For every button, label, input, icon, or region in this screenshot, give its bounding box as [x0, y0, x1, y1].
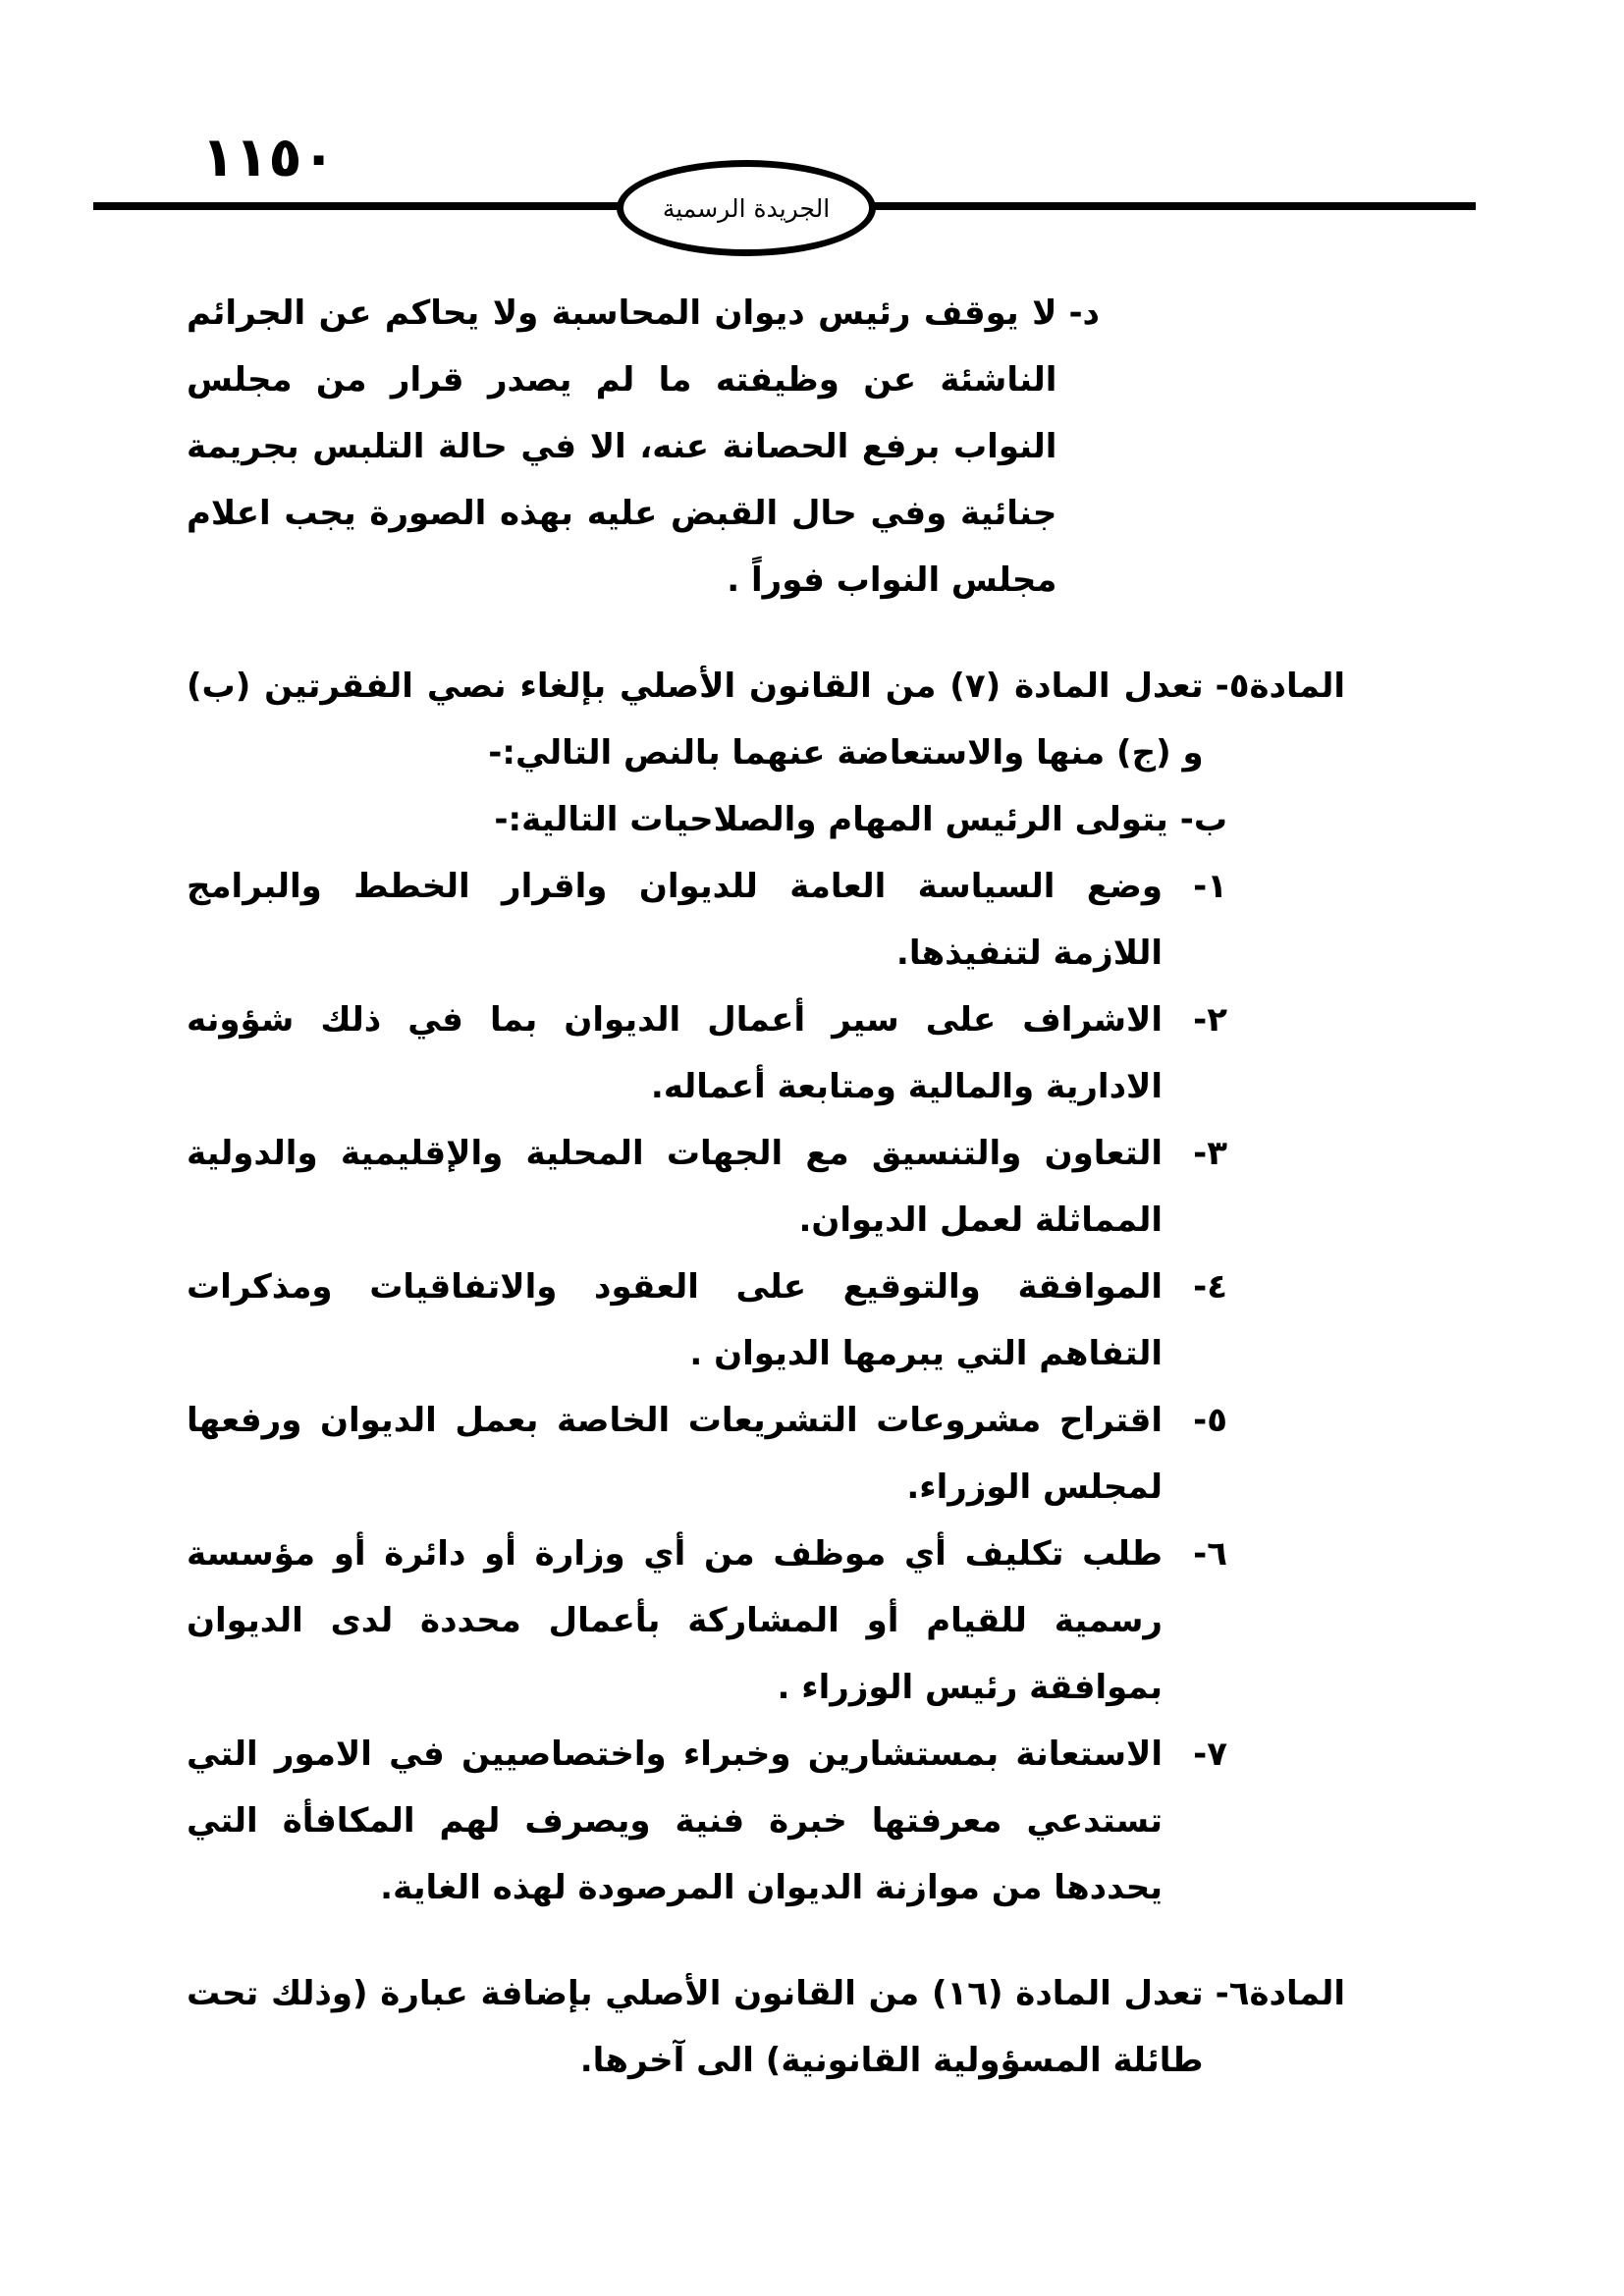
article-5-label: المادة٥- — [1215, 667, 1345, 706]
document-body — [187, 280, 1345, 2094]
item-text: التعاون والتنسيق مع الجهات المحلية والإقليمية والدولية المماثلة لعمل الديوان. — [187, 1134, 1163, 1240]
article-5-items — [187, 853, 1227, 1921]
item-text: وضع السياسة العامة للديوان واقرار الخطط والبرامج اللازمة لتنفيذها. — [187, 867, 1163, 973]
article-6 — [187, 1960, 1345, 2094]
page-number: ١١٥٠ — [201, 126, 336, 189]
item-number: ١- — [1193, 867, 1227, 906]
item-text: الموافقة والتوقيع على العقود والاتفاقيات ومذكرات التفاهم التي يبرمها الديوان . — [187, 1267, 1163, 1373]
article-5-heading — [187, 653, 1345, 786]
clause-d-marker: د- — [1068, 294, 1100, 333]
article-5 — [187, 653, 1345, 1921]
list-item — [187, 987, 1227, 1120]
item-number: ٥- — [1193, 1401, 1227, 1440]
clause-b-text: يتولى الرئيس المهام والصلاحيات التالية:- — [494, 800, 1168, 839]
list-item — [187, 1721, 1227, 1921]
item-text: اقتراح مشروعات التشريعات الخاصة بعمل الديوان ورفعها لمجلس الوزراء. — [187, 1401, 1163, 1507]
clause-b-marker: ب- — [1179, 800, 1227, 839]
list-item — [187, 1387, 1227, 1521]
item-text: الاستعانة بمستشارين وخبراء واختصاصيين في الامور التي تستدعي معرفتها خبرة فنية ويصرف لهم المكافأة التي يحددها من موازنة الديوان المرصودة لهذه الغاية. — [187, 1735, 1163, 1907]
clause-d — [187, 280, 1100, 614]
list-item — [187, 853, 1227, 987]
article-6-text: تعدل المادة (١٦) من القانون الأصلي بإضافة عبارة (وذلك تحت طائلة المسؤولية القانونية) الى آخرها. — [187, 1974, 1204, 2080]
item-text: الاشراف على سير أعمال الديوان بما في ذلك شؤونه الادارية والمالية ومتابعة أعماله. — [187, 1000, 1163, 1106]
item-number: ٦- — [1193, 1534, 1227, 1574]
item-text: طلب تكليف أي موظف من أي وزارة أو دائرة أو مؤسسة رسمية للقيام أو المشاركة بأعمال محددة لدى الديوان بموافقة رئيس الوزراء . — [187, 1534, 1163, 1707]
list-item — [187, 1254, 1227, 1387]
clause-d-text: لا يوقف رئيس ديوان المحاسبة ولا يحاكم عن الجرائم الناشئة عن وظيفته ما لم يصدر قرار من مجلس النواب برفع الحصانة عنه، الا في حالة التلبس بجريمة جنائية وفي حال القبض عليه بهذه الصورة يجب اعلام مجلس النواب فوراً . — [187, 294, 1057, 600]
item-number: ٤- — [1193, 1267, 1227, 1307]
item-number: ٢- — [1193, 1000, 1227, 1040]
article-6-heading — [187, 1960, 1345, 2094]
article-6-label: المادة٦- — [1215, 1974, 1345, 2013]
list-item — [187, 1521, 1227, 1721]
publication-name: الجريدة الرسمية — [662, 193, 831, 223]
publication-badge — [617, 160, 876, 256]
item-number: ٣- — [1193, 1134, 1227, 1173]
item-number: ٧- — [1193, 1735, 1227, 1774]
article-5-text: تعدل المادة (٧) من القانون الأصلي بإلغاء نصي الفقرتين (ب) و (ج) منها والاستعاضة عنهما بالنص التالي:- — [187, 667, 1204, 773]
clause-b — [187, 786, 1227, 853]
list-item — [187, 1120, 1227, 1254]
